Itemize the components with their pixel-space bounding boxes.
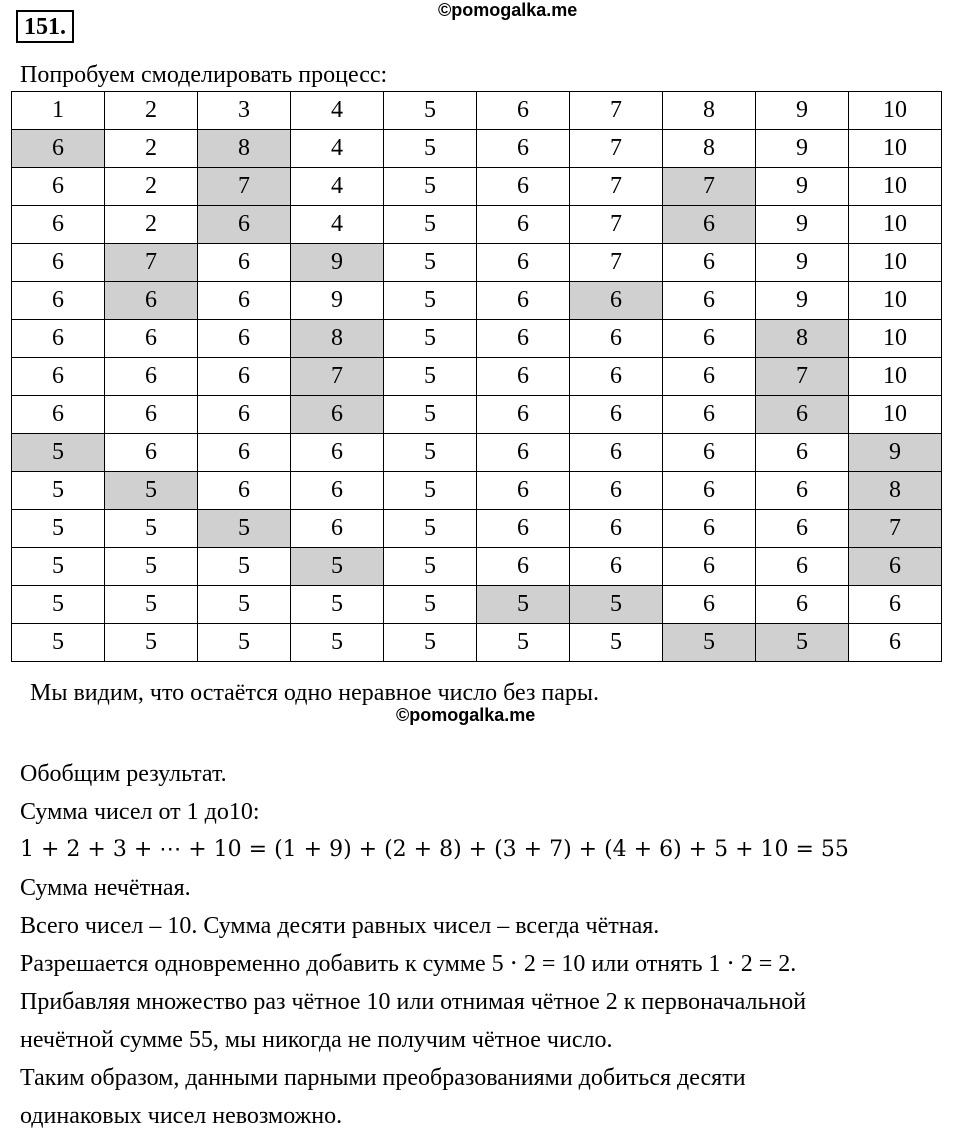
watermark-top: ©pomogalka.me: [438, 0, 578, 20]
table-cell: 5: [291, 548, 384, 586]
table-cell: 6: [291, 434, 384, 472]
table-cell: 6: [849, 586, 942, 624]
table-cell: 8: [663, 92, 756, 130]
table-cell: 7: [291, 358, 384, 396]
table-row: [12, 510, 942, 548]
table-cell: 5: [105, 472, 198, 510]
table-cell: 8: [756, 320, 849, 358]
table-cell: 10: [849, 206, 942, 244]
table-cell: 9: [756, 92, 849, 130]
table-cell: 6: [105, 320, 198, 358]
table-cell: 6: [477, 206, 570, 244]
table-cell: 5: [477, 624, 570, 662]
table-cell: 6: [12, 358, 105, 396]
solution-text: [20, 755, 950, 1135]
table-cell: 7: [849, 510, 942, 548]
table-cell: 5: [198, 548, 291, 586]
table-cell: 7: [570, 92, 663, 130]
table-cell: 2: [105, 168, 198, 206]
sum-equation: 1 + 2 + 3 + ⋯ + 10 = (1 + 9) + (2 + 8) + (3 + 7) + (4 + 6) + 5 + 10 = 55: [20, 837, 849, 862]
table-cell: 6: [663, 434, 756, 472]
table-cell: 5: [384, 206, 477, 244]
table-cell: 6: [477, 320, 570, 358]
table-cell: 6: [12, 168, 105, 206]
table-cell: 6: [570, 396, 663, 434]
table-cell: 1: [12, 92, 105, 130]
table-row: [12, 244, 942, 282]
table-cell: 5: [570, 624, 663, 662]
table-row: [12, 586, 942, 624]
table-cell: 9: [756, 130, 849, 168]
table-cell: 9: [756, 282, 849, 320]
table-cell: 6: [663, 282, 756, 320]
table-cell: 5: [105, 586, 198, 624]
table-cell: 5: [384, 358, 477, 396]
table-cell: 6: [849, 624, 942, 662]
paragraph-total-count: Всего чисел – 10. Сумма десяти равных чисел – всегда чётная.: [20, 913, 660, 939]
table-cell: 6: [477, 282, 570, 320]
table-cell: 4: [291, 92, 384, 130]
table-cell: 6: [663, 548, 756, 586]
table-cell: 7: [570, 130, 663, 168]
table-cell: 6: [477, 548, 570, 586]
table-row: [12, 548, 942, 586]
simulation-table: [11, 91, 942, 662]
table-cell: 10: [849, 396, 942, 434]
table-cell: 6: [477, 434, 570, 472]
table-cell: 9: [756, 168, 849, 206]
table-cell: 9: [291, 282, 384, 320]
table-cell: 9: [291, 244, 384, 282]
table-cell: 6: [477, 358, 570, 396]
table-cell: 5: [198, 586, 291, 624]
table-cell: 2: [105, 130, 198, 168]
table-cell: 5: [384, 396, 477, 434]
table-cell: 6: [12, 320, 105, 358]
table-cell: 6: [570, 282, 663, 320]
table-cell: 2: [105, 92, 198, 130]
table-row: [12, 282, 942, 320]
problem-number: 151.: [16, 10, 74, 43]
table-cell: 6: [570, 548, 663, 586]
table-cell: 6: [198, 206, 291, 244]
table-cell: 5: [105, 548, 198, 586]
table-cell: 5: [663, 624, 756, 662]
table-cell: 5: [384, 586, 477, 624]
paragraph-conclusion-1: Таким образом, данными парными преобразованиями добиться десяти: [20, 1065, 746, 1091]
paragraph-reasoning-2: нечётной сумме 55, мы никогда не получим чётное число.: [20, 1027, 613, 1053]
table-cell: 6: [105, 282, 198, 320]
table-cell: 5: [384, 168, 477, 206]
table-row: [12, 320, 942, 358]
table-cell: 8: [849, 472, 942, 510]
paragraph-summary: Обобщим результат.: [20, 761, 227, 787]
table-cell: 9: [849, 434, 942, 472]
table-cell: 5: [384, 92, 477, 130]
table-cell: 7: [756, 358, 849, 396]
intro-text: Попробуем смоделировать процесс:: [20, 62, 388, 88]
table-cell: 5: [384, 320, 477, 358]
table-cell: 6: [570, 358, 663, 396]
table-cell: 6: [198, 434, 291, 472]
table-cell: 5: [384, 282, 477, 320]
table-cell: 10: [849, 282, 942, 320]
table-cell: 5: [477, 586, 570, 624]
paragraph-reasoning-1: Прибавляя множество раз чётное 10 или отнимая чётное 2 к первоначальной: [20, 989, 807, 1015]
table-row: [12, 472, 942, 510]
table-cell: 6: [756, 586, 849, 624]
table-cell: 5: [12, 510, 105, 548]
table-cell: 6: [477, 130, 570, 168]
table-cell: 5: [105, 510, 198, 548]
table-row: [12, 396, 942, 434]
table-cell: 6: [663, 472, 756, 510]
table-cell: 5: [384, 434, 477, 472]
table-cell: 8: [291, 320, 384, 358]
table-cell: 2: [105, 206, 198, 244]
table-row: [12, 434, 942, 472]
table-cell: 6: [291, 510, 384, 548]
table-cell: 6: [198, 358, 291, 396]
table-cell: 6: [849, 548, 942, 586]
table-cell: 6: [477, 472, 570, 510]
table-cell: 6: [477, 92, 570, 130]
table-cell: 7: [105, 244, 198, 282]
table-row: [12, 168, 942, 206]
table-cell: 6: [105, 396, 198, 434]
table-cell: 6: [198, 396, 291, 434]
table-cell: 6: [663, 586, 756, 624]
table-cell: 6: [663, 244, 756, 282]
table-cell: 10: [849, 320, 942, 358]
table-cell: 6: [663, 206, 756, 244]
table-cell: 10: [849, 358, 942, 396]
table-cell: 6: [477, 396, 570, 434]
table-cell: 5: [384, 130, 477, 168]
watermark-middle: ©pomogalka.me: [396, 705, 536, 725]
table-row: [12, 92, 942, 130]
table-cell: 6: [663, 396, 756, 434]
table-cell: 5: [570, 586, 663, 624]
table-cell: 6: [198, 282, 291, 320]
table-cell: 6: [198, 244, 291, 282]
table-cell: 5: [384, 548, 477, 586]
table-cell: 5: [756, 624, 849, 662]
table-cell: 9: [756, 206, 849, 244]
table-cell: 6: [756, 396, 849, 434]
table-cell: 5: [198, 624, 291, 662]
table-row: [12, 206, 942, 244]
table-cell: 4: [291, 130, 384, 168]
table-cell: 6: [756, 434, 849, 472]
table-cell: 8: [198, 130, 291, 168]
table-cell: 5: [105, 624, 198, 662]
table-cell: 6: [198, 472, 291, 510]
table-cell: 6: [756, 548, 849, 586]
table-cell: 6: [198, 320, 291, 358]
table-cell: 6: [570, 434, 663, 472]
table-cell: 6: [663, 510, 756, 548]
table-cell: 5: [384, 510, 477, 548]
table-cell: 5: [12, 586, 105, 624]
table-cell: 6: [105, 434, 198, 472]
table-cell: 5: [384, 472, 477, 510]
table-cell: 6: [477, 168, 570, 206]
table-cell: 5: [12, 434, 105, 472]
paragraph-sum-label: Сумма чисел от 1 до10:: [20, 799, 260, 825]
table-cell: 6: [12, 282, 105, 320]
table-cell: 3: [198, 92, 291, 130]
table-cell: 5: [384, 244, 477, 282]
table-cell: 9: [756, 244, 849, 282]
table-cell: 10: [849, 92, 942, 130]
table-cell: 10: [849, 244, 942, 282]
table-cell: 5: [12, 472, 105, 510]
table-cell: 5: [12, 548, 105, 586]
table-cell: 5: [384, 624, 477, 662]
table-cell: 4: [291, 168, 384, 206]
table-cell: 6: [12, 244, 105, 282]
table-cell: 5: [291, 586, 384, 624]
table-cell: 10: [849, 130, 942, 168]
table-cell: 6: [570, 320, 663, 358]
table-cell: 7: [570, 168, 663, 206]
table-row: [12, 130, 942, 168]
table-cell: 6: [570, 510, 663, 548]
table-cell: 6: [477, 510, 570, 548]
paragraph-odd-sum: Сумма нечётная.: [20, 875, 191, 901]
table-cell: 4: [291, 206, 384, 244]
paragraph-allowed-ops: Разрешается одновременно добавить к сумме 5 ⋅ 2 = 10 или отнять 1 ⋅ 2 = 2.: [20, 951, 797, 977]
table-cell: 6: [756, 472, 849, 510]
table-row: [12, 624, 942, 662]
table-cell: 6: [12, 396, 105, 434]
table-cell: 6: [570, 472, 663, 510]
table-cell: 6: [756, 510, 849, 548]
table-cell: 6: [12, 206, 105, 244]
paragraph-conclusion-2: одинаковых чисел невозможно.: [20, 1103, 343, 1129]
table-cell: 5: [291, 624, 384, 662]
table-cell: 7: [570, 244, 663, 282]
table-cell: 8: [663, 130, 756, 168]
table-cell: 10: [849, 168, 942, 206]
table-cell: 6: [12, 130, 105, 168]
table-row: [12, 358, 942, 396]
table-cell: 6: [477, 244, 570, 282]
table-cell: 7: [570, 206, 663, 244]
table-caption: Мы видим, что остаётся одно неравное число без пары.: [30, 680, 600, 706]
table-cell: 6: [291, 472, 384, 510]
table-cell: 6: [291, 396, 384, 434]
table-cell: 6: [663, 320, 756, 358]
table-cell: 6: [105, 358, 198, 396]
table-cell: 6: [663, 358, 756, 396]
table-cell: 5: [198, 510, 291, 548]
table-cell: 7: [198, 168, 291, 206]
table-cell: 5: [12, 624, 105, 662]
table-cell: 7: [663, 168, 756, 206]
